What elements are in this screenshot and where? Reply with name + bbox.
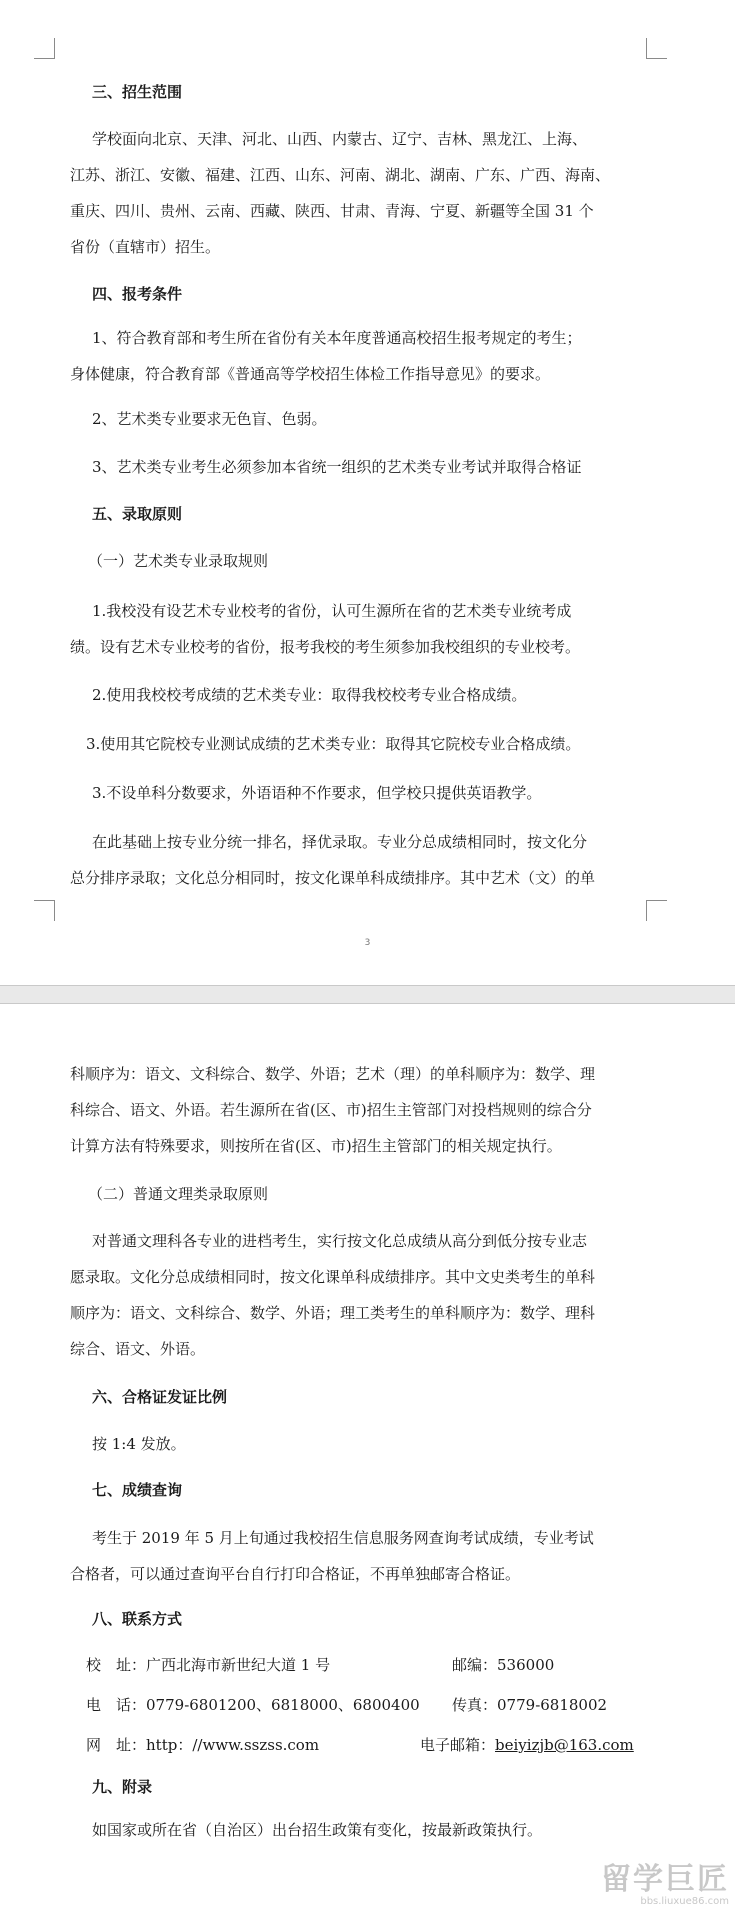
paragraph-line: 综合、语文、外语。 — [70, 1340, 206, 1358]
margin-corner-top-left — [34, 38, 55, 59]
section-4-heading: 四、报考条件 — [92, 285, 183, 303]
paragraph-line: 如国家或所在省（自治区）出台招生政策有变化，按最新政策执行。 — [92, 1821, 543, 1839]
subsection-heading: （二）普通文理类录取原则 — [88, 1185, 269, 1203]
section-8-heading: 八、联系方式 — [92, 1610, 183, 1628]
contact-zip — [452, 1653, 554, 1677]
fax-value: 0779-6818002 — [497, 1696, 608, 1714]
paragraph-line: 绩。设有艺术专业校考的省份，报考我校的考生须参加我校组织的专业校考。 — [70, 638, 581, 656]
paragraph-line: 3、艺术类专业考生必须参加本省统一组织的艺术类专业考试并取得合格证 — [92, 458, 582, 476]
section-3-heading: 三、招生范围 — [92, 83, 183, 101]
paragraph-line: 2、艺术类专业要求无色盲、色弱。 — [92, 410, 327, 428]
paragraph-line: 总分排序录取；文化总分相同时，按文化课单科成绩排序。其中艺术（文）的单 — [70, 869, 596, 887]
address-value: 广西北海市新世纪大道 1 号 — [146, 1656, 331, 1674]
website-link[interactable]: http：//www.sszss.com — [146, 1736, 320, 1754]
paragraph-line: 愿录取。文化分总成绩相同时，按文化课单科成绩排序。其中文史类考生的单科 — [70, 1268, 596, 1286]
paragraph-line: 对普通文理科各专业的进档考生，实行按文化总成绩从高分到低分按专业志 — [92, 1232, 588, 1250]
paragraph-line: 1、符合教育部和考生所在省份有关本年度普通高校招生报考规定的考生； — [92, 329, 582, 347]
contact-website — [86, 1733, 319, 1757]
section-7-heading: 七、成绩查询 — [92, 1481, 183, 1499]
page-separator — [0, 985, 735, 1004]
section-6-heading: 六、合格证发证比例 — [92, 1388, 228, 1406]
contact-phone — [86, 1693, 420, 1717]
phone-label: 电 话： — [86, 1696, 147, 1714]
website-label: 网 址： — [86, 1736, 147, 1754]
paragraph-line: 1.我校没有设艺术专业校考的省份，认可生源所在省的艺术类专业统考成 — [92, 602, 572, 620]
fax-label: 传真： — [452, 1696, 498, 1714]
address-label: 校 址： — [86, 1656, 147, 1674]
paragraph-line: 身体健康，符合教育部《普通高等学校招生体检工作指导意见》的要求。 — [70, 365, 551, 383]
paragraph-line: 2.使用我校校考成绩的艺术类专业：取得我校校考专业合格成绩。 — [92, 686, 527, 704]
contact-address — [86, 1653, 330, 1677]
document-page-2 — [0, 1004, 735, 1916]
section-5-heading: 五、录取原则 — [92, 505, 183, 523]
paragraph-line: 合格者，可以通过查询平台自行打印合格证，不再单独邮寄合格证。 — [70, 1565, 521, 1583]
watermark-logo: 留学巨匠 — [601, 1862, 729, 1897]
paragraph-line: 按 1:4 发放。 — [92, 1435, 186, 1453]
paragraph-line: 重庆、四川、贵州、云南、西藏、陕西、甘肃、青海、宁夏、新疆等全国 31 个 — [70, 202, 594, 220]
email-link[interactable]: beiyizjb@163.com — [495, 1736, 634, 1754]
paragraph-line: 3.使用其它院校专业测试成绩的艺术类专业：取得其它院校专业合格成绩。 — [86, 735, 581, 753]
margin-corner-bottom-right — [646, 900, 667, 921]
paragraph-line: 省份（直辖市）招生。 — [70, 238, 221, 256]
zip-label: 邮编： — [452, 1656, 498, 1674]
paragraph-line: 3.不设单科分数要求，外语语种不作要求，但学校只提供英语教学。 — [92, 784, 542, 802]
section-9-heading: 九、附录 — [92, 1778, 153, 1796]
paragraph-line: 考生于 2019 年 5 月上旬通过我校招生信息服务网查询考试成绩，专业考试 — [92, 1529, 594, 1547]
subsection-heading: （一）艺术类专业录取规则 — [88, 552, 269, 570]
watermark-url: bbs.liuxue86.com — [640, 1896, 729, 1907]
margin-corner-bottom-left — [34, 900, 55, 921]
zip-value: 536000 — [497, 1656, 555, 1674]
paragraph-line: 科综合、语文、外语。若生源所在省(区、市)招生主管部门对投档规则的综合分 — [70, 1101, 592, 1119]
contact-fax — [452, 1693, 607, 1717]
email-label: 电子邮箱： — [420, 1736, 496, 1754]
paragraph-line: 科顺序为：语文、文科综合、数学、外语；艺术（理）的单科顺序为：数学、理 — [70, 1065, 596, 1083]
paragraph-line: 江苏、浙江、安徽、福建、江西、山东、河南、湖北、湖南、广东、广西、海南、 — [70, 166, 611, 184]
contact-email — [420, 1733, 634, 1757]
phone-value: 0779-6801200、6818000、6800400 — [146, 1696, 420, 1714]
paragraph-line: 学校面向北京、天津、河北、山西、内蒙古、辽宁、吉林、黑龙江、上海、 — [92, 130, 588, 148]
site-watermark — [569, 1864, 729, 1910]
paragraph-line: 计算方法有特殊要求，则按所在省(区、市)招生主管部门的相关规定执行。 — [70, 1137, 562, 1155]
page-number: 3 — [364, 938, 371, 948]
paragraph-line: 顺序为：语文、文科综合、数学、外语；理工类考生的单科顺序为：数学、理科 — [70, 1304, 596, 1322]
margin-corner-top-right — [646, 38, 667, 59]
paragraph-line: 在此基础上按专业分统一排名，择优录取。专业分总成绩相同时，按文化分 — [92, 833, 588, 851]
